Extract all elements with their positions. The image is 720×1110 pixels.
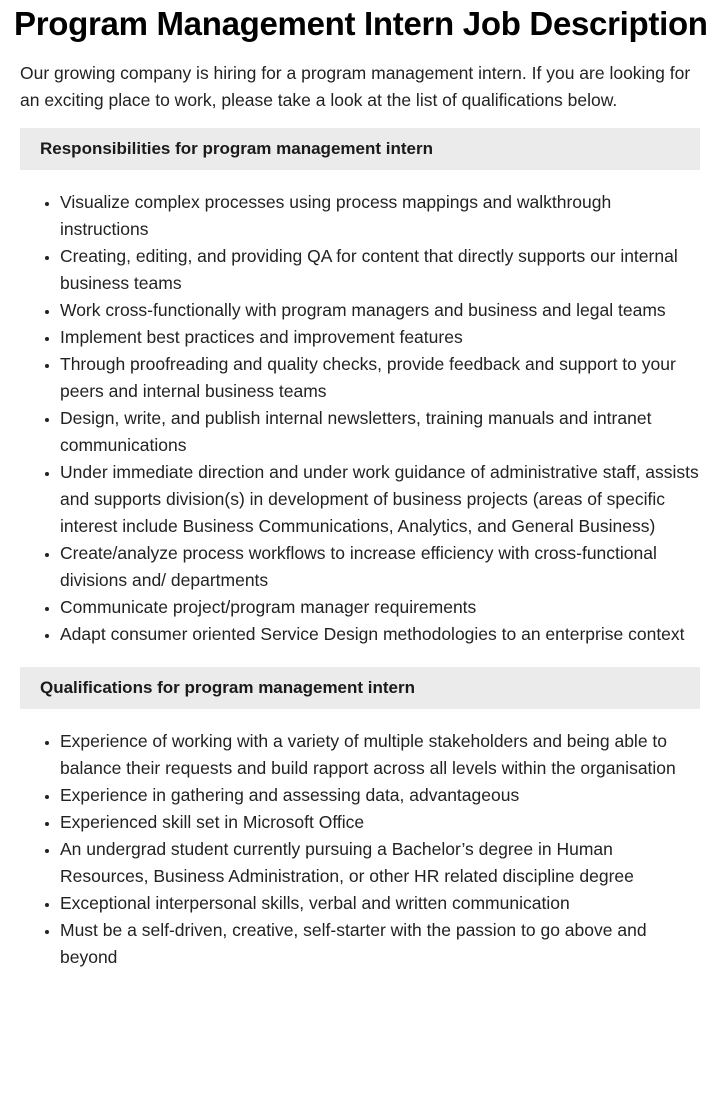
list-item: • Experience in gathering and assessing data, advantageous — [60, 782, 700, 809]
responsibilities-section — [20, 128, 700, 648]
list-item: • Creating, editing, and providing QA for content that directly supports our internal business teams — [60, 243, 700, 297]
section-heading: Qualifications for program management intern — [20, 667, 700, 709]
list-item: • Create/analyze process workflows to increase efficiency with cross-functional divisions and/ departments — [60, 540, 700, 594]
responsibilities-list — [20, 189, 700, 648]
list-item: • Work cross-functionally with program managers and business and legal teams — [60, 297, 700, 324]
list-item: • Must be a self-driven, creative, self-starter with the passion to go above and beyond — [60, 917, 700, 971]
page-title: Program Management Intern Job Description — [14, 5, 708, 42]
list-item: • Experienced skill set in Microsoft Office — [60, 809, 700, 836]
list-item: • Visualize complex processes using process mappings and walkthrough instructions — [60, 189, 700, 243]
list-item: • Under immediate direction and under work guidance of administrative staff, assists and supports division(s) in development of business projects (areas of specific interest include Business Communications, Analytics, and General Business) — [60, 459, 700, 540]
intro-paragraph: Our growing company is hiring for a program management intern. If you are looking for an exciting place to work, please take a look at the list of qualifications below. — [20, 63, 691, 110]
list-item: • Exceptional interpersonal skills, verbal and written communication — [60, 890, 700, 917]
qualifications-list — [20, 728, 700, 971]
list-item: • Design, write, and publish internal newsletters, training manuals and intranet communications — [60, 405, 700, 459]
list-item: • Through proofreading and quality checks, provide feedback and support to your peers and internal business teams — [60, 351, 700, 405]
list-item: • An undergrad student currently pursuing a Bachelor’s degree in Human Resources, Business Administration, or other HR related discipline degree — [60, 836, 700, 890]
list-item: • Communicate project/program manager requirements — [60, 594, 700, 621]
list-item: • Adapt consumer oriented Service Design methodologies to an enterprise context — [60, 621, 700, 648]
list-item: • Experience of working with a variety of multiple stakeholders and being able to balance their requests and build rapport across all levels within the organisation — [60, 728, 700, 782]
list-item: • Implement best practices and improvement features — [60, 324, 700, 351]
qualifications-section — [20, 667, 700, 971]
section-heading: Responsibilities for program management intern — [20, 128, 700, 170]
